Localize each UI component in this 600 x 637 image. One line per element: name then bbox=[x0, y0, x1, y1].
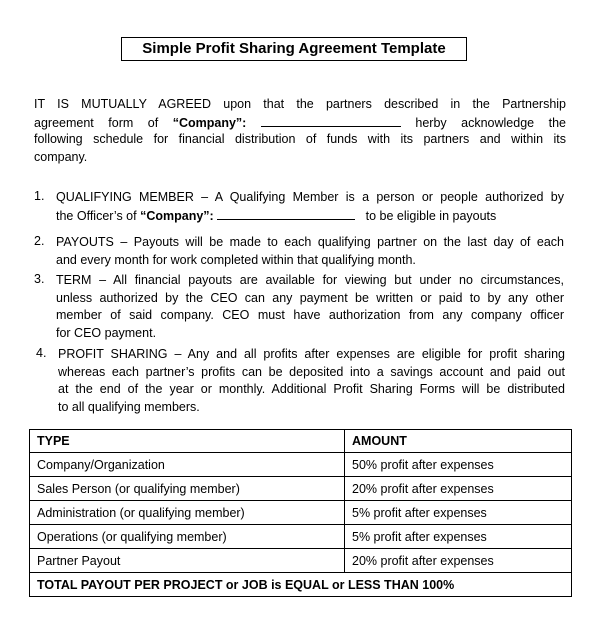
table-total-row bbox=[30, 573, 572, 597]
table-row bbox=[30, 477, 572, 501]
item-4-line-3: at the end of the year or monthly. Additional Profit Sharing Forms will be distributed bbox=[58, 382, 565, 396]
amount-cell: 50% profit after expenses bbox=[345, 453, 572, 477]
list-item-qualifying-member bbox=[56, 189, 564, 224]
item-number: 2. bbox=[34, 234, 45, 248]
list-item-term bbox=[56, 272, 564, 342]
intro-paragraph bbox=[34, 96, 566, 166]
item-4-line-1: PROFIT SHARING – Any and all profits after expenses are eligible for profit sharing bbox=[58, 347, 565, 361]
document-title: Simple Profit Sharing Agreement Template bbox=[121, 37, 467, 61]
item-1-eligible-text: to be eligible in payouts bbox=[365, 208, 497, 223]
type-cell: Sales Person (or qualifying member) bbox=[30, 477, 345, 501]
type-cell: Company/Organization bbox=[30, 453, 345, 477]
type-cell: Operations (or qualifying member) bbox=[30, 525, 345, 549]
item-1-line-2 bbox=[56, 207, 564, 225]
item-3-line-1: TERM – All financial payouts are available for viewing but under no circumstances, bbox=[56, 273, 564, 287]
table-row bbox=[30, 453, 572, 477]
header-type: TYPE bbox=[30, 430, 345, 453]
table-row bbox=[30, 549, 572, 573]
item-4-line-4: to all qualifying members. bbox=[58, 399, 200, 414]
header-amount: AMOUNT bbox=[345, 430, 572, 453]
company-name-blank[interactable] bbox=[261, 114, 401, 127]
table-row bbox=[30, 501, 572, 525]
table-header-row bbox=[30, 430, 572, 453]
intro-line-4: company. bbox=[34, 149, 88, 164]
amount-cell: 5% profit after expenses bbox=[345, 525, 572, 549]
item-number: 3. bbox=[34, 272, 45, 286]
list-item-profit-sharing bbox=[58, 346, 565, 416]
type-cell: Administration (or qualifying member) bbox=[30, 501, 345, 525]
list-item-payouts bbox=[56, 234, 564, 269]
intro-acknowledge-text: herby acknowledge the bbox=[415, 115, 566, 130]
amount-cell: 20% profit after expenses bbox=[345, 549, 572, 573]
item-1-company-label: “Company”: bbox=[140, 208, 214, 223]
qualifying-company-blank[interactable] bbox=[217, 207, 355, 220]
intro-line-2 bbox=[34, 114, 566, 132]
intro-line-1: IT IS MUTUALLY AGREED upon that the partners described in the Partnership bbox=[34, 97, 566, 111]
payout-table bbox=[29, 429, 572, 597]
item-3-line-2: unless authorized by the CEO can any payment be written or paid to by any other bbox=[56, 290, 564, 305]
amount-cell: 20% profit after expenses bbox=[345, 477, 572, 501]
intro-company-label: “Company”: bbox=[172, 115, 247, 130]
item-3-line-4: for CEO payment. bbox=[56, 325, 157, 340]
item-number: 1. bbox=[34, 189, 45, 203]
intro-agreement-text: agreement form of bbox=[34, 115, 159, 130]
item-2-line-2: and every month for work completed within that qualifying month. bbox=[56, 252, 416, 267]
total-payout-cell: TOTAL PAYOUT PER PROJECT or JOB is EQUAL or LESS THAN 100% bbox=[30, 573, 572, 597]
item-4-line-2: whereas each partner’s profits can be deposited into a savings account and paid out bbox=[58, 364, 565, 379]
item-1-officer-text: the Officer’s of bbox=[56, 208, 137, 223]
table-row bbox=[30, 525, 572, 549]
intro-line-3: following schedule for financial distribution of funds with its partners and within its bbox=[34, 132, 566, 146]
type-cell: Partner Payout bbox=[30, 549, 345, 573]
item-1-line-1: QUALIFYING MEMBER – A Qualifying Member is a person or people authorized by bbox=[56, 190, 564, 204]
amount-cell: 5% profit after expenses bbox=[345, 501, 572, 525]
item-number: 4. bbox=[36, 346, 47, 360]
item-2-line-1: PAYOUTS – Payouts will be made to each qualifying partner on the last day of each bbox=[56, 235, 564, 249]
item-3-line-3: member of said company. CEO must have authorization from any company officer bbox=[56, 308, 564, 322]
